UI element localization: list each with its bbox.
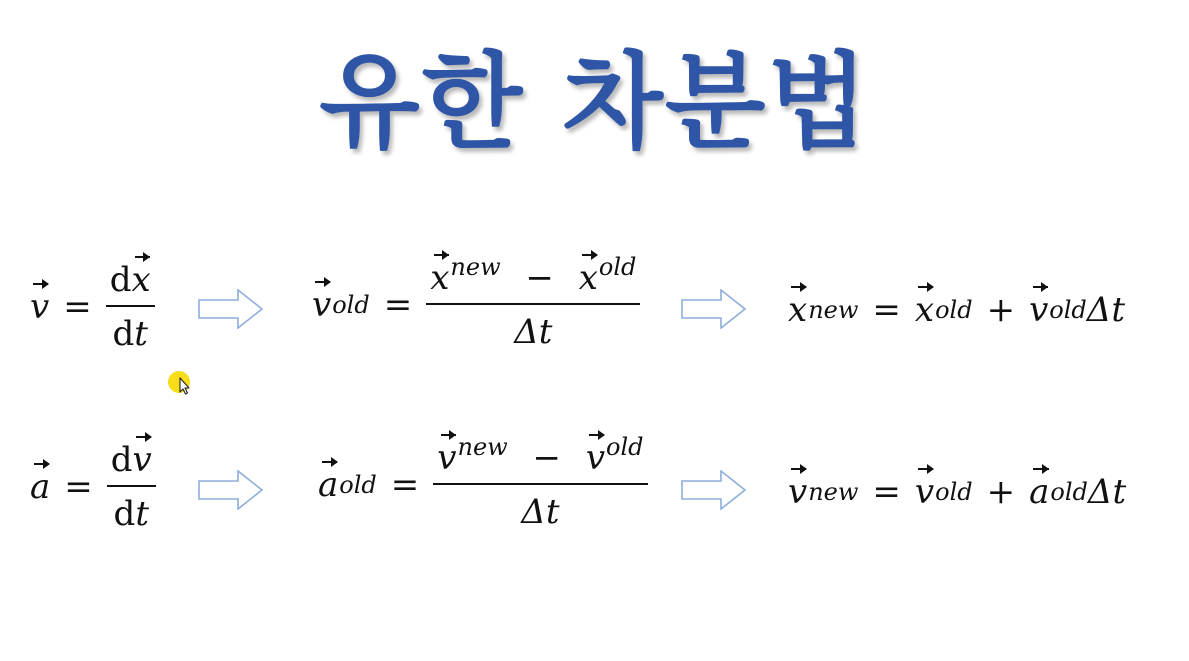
- vec-a: a: [1029, 472, 1050, 512]
- position-update: x new = x old + v old Δt: [788, 290, 1126, 330]
- difference-fraction: [426, 253, 640, 354]
- superscript-old: old: [606, 433, 644, 461]
- equals-sign: =: [63, 287, 92, 327]
- vec-x: x: [578, 258, 598, 298]
- vec-v: v: [1029, 290, 1049, 330]
- vec-a: a: [30, 467, 51, 507]
- delta-t: Δt: [1086, 290, 1126, 330]
- vec-v: v: [788, 472, 808, 512]
- var-t: t: [134, 314, 148, 354]
- acceleration-definition: [30, 438, 156, 536]
- superscript-old: old: [598, 253, 637, 281]
- difference-fraction: [433, 433, 647, 534]
- derivative-fraction: [107, 438, 156, 536]
- minus-sign: −: [525, 258, 554, 298]
- acceleration-difference: a old = $\frac{v^{new} - v^{old}}{\Delta t}$: [318, 436, 648, 534]
- var-t: t: [135, 494, 149, 534]
- differential-d: d: [109, 260, 132, 300]
- differential-d: d: [113, 494, 136, 534]
- superscript-new: new: [457, 433, 508, 461]
- velocity-definition: [30, 258, 155, 356]
- vec-x: x: [430, 258, 450, 298]
- fraction-bar: [106, 305, 155, 307]
- vec-x: x: [788, 290, 808, 330]
- delta-t: Δt: [521, 492, 560, 532]
- vec-a: a: [318, 465, 339, 505]
- fraction-bar: [426, 303, 640, 305]
- vec-x: x: [131, 260, 151, 300]
- differential-d: d: [110, 440, 133, 480]
- differential-d: d: [112, 314, 135, 354]
- mouse-pointer-icon: [167, 370, 193, 396]
- vec-x: x: [914, 290, 935, 330]
- superscript-new: new: [450, 253, 501, 281]
- implies-arrow-icon: [681, 470, 747, 510]
- vec-v: v: [30, 287, 50, 327]
- plus-sign: +: [986, 290, 1016, 330]
- equals-sign: =: [64, 467, 93, 507]
- vec-v: v: [312, 285, 332, 325]
- equals-sign: =: [390, 465, 420, 505]
- derivative-fraction: [106, 258, 155, 356]
- equals-sign: =: [383, 285, 413, 325]
- fraction-bar: [433, 483, 647, 485]
- vec-v: v: [585, 438, 606, 478]
- fraction-bar: [107, 485, 156, 487]
- implies-arrow-icon: [198, 470, 264, 510]
- plus-sign: +: [986, 472, 1016, 512]
- delta-t: Δt: [1087, 472, 1127, 512]
- vec-v: v: [132, 440, 152, 480]
- delta-t: Δt: [514, 312, 553, 352]
- velocity-difference: v old = $\frac{x^{new} - x^{old}}{\Delta t}$: [312, 256, 640, 354]
- equals-sign: =: [872, 472, 901, 512]
- equals-sign: =: [872, 290, 901, 330]
- implies-arrow-icon: [198, 289, 264, 329]
- velocity-update: v new = v old + a old Δt: [788, 472, 1127, 512]
- slide-title: 유한 차분법: [319, 41, 870, 163]
- minus-sign: −: [532, 438, 562, 478]
- vec-v: v: [437, 438, 457, 478]
- vec-v: v: [914, 472, 935, 512]
- implies-arrow-icon: [681, 289, 747, 329]
